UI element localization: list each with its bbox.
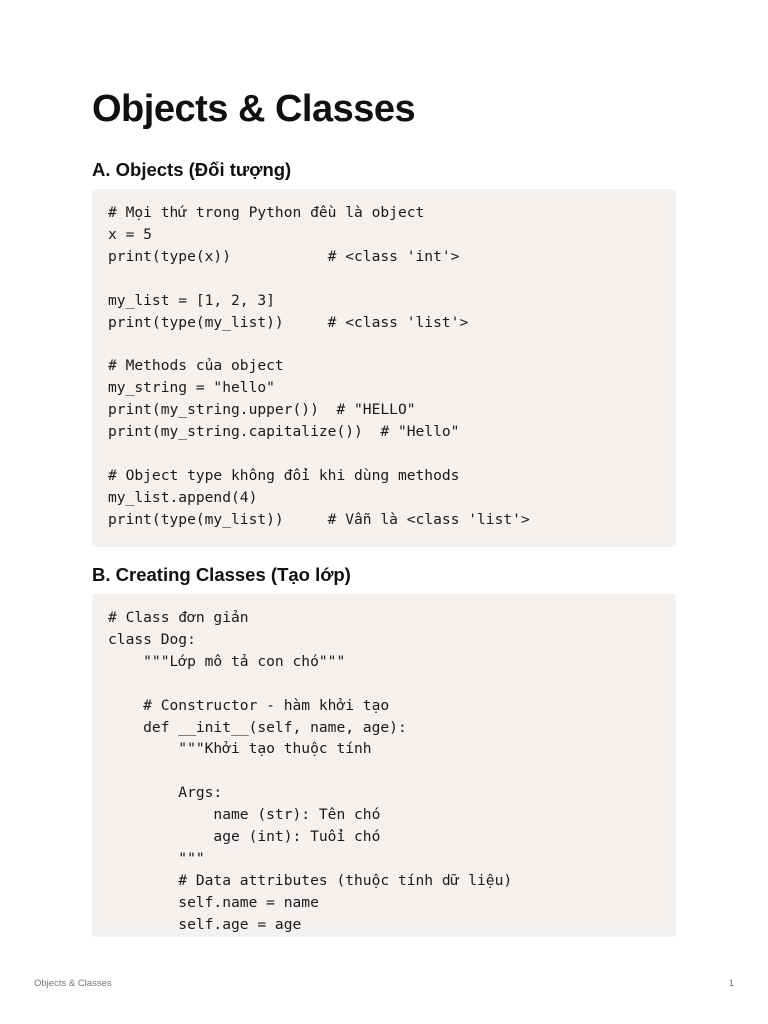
code-text-creating-classes: # Class đơn giản class Dog: """Lớp mô tả con chó""" # Constructor - hàm khởi tạo def __init__(self, name, age): """Khởi tạo thuộc tính Args: name (str): Tên chó age (int): Tuổi chó """ # Data attributes (thuộc tính dữ liệu) self.name = name self.age = age (108, 609, 513, 933)
code-text-objects: # Mọi thứ trong Python đều là object x = 5 print(type(x)) # <class 'int'> my_list = [1, 2, 3] print(type(my_list)) # <class 'list'> # Methods của object my_string = "hello" print(my_string.upper()) # "HELLO" print(my_string.capitalize()) # "Hello" # Object type không đổi khi dùng methods my_list.append(4) print(type(my_list)) # Vẫn là <class 'list'> (108, 204, 530, 528)
code-block-creating-classes (92, 594, 676, 937)
footer-title: Objects & Classes (34, 978, 112, 989)
page-title: Objects & Classes (92, 88, 416, 130)
section-heading-creating-classes: B. Creating Classes (Tạo lớp) (92, 564, 351, 585)
code-block-objects (92, 189, 676, 547)
section-heading-objects: A. Objects (Đối tượng) (92, 159, 292, 180)
page-number: 1 (728, 978, 734, 989)
